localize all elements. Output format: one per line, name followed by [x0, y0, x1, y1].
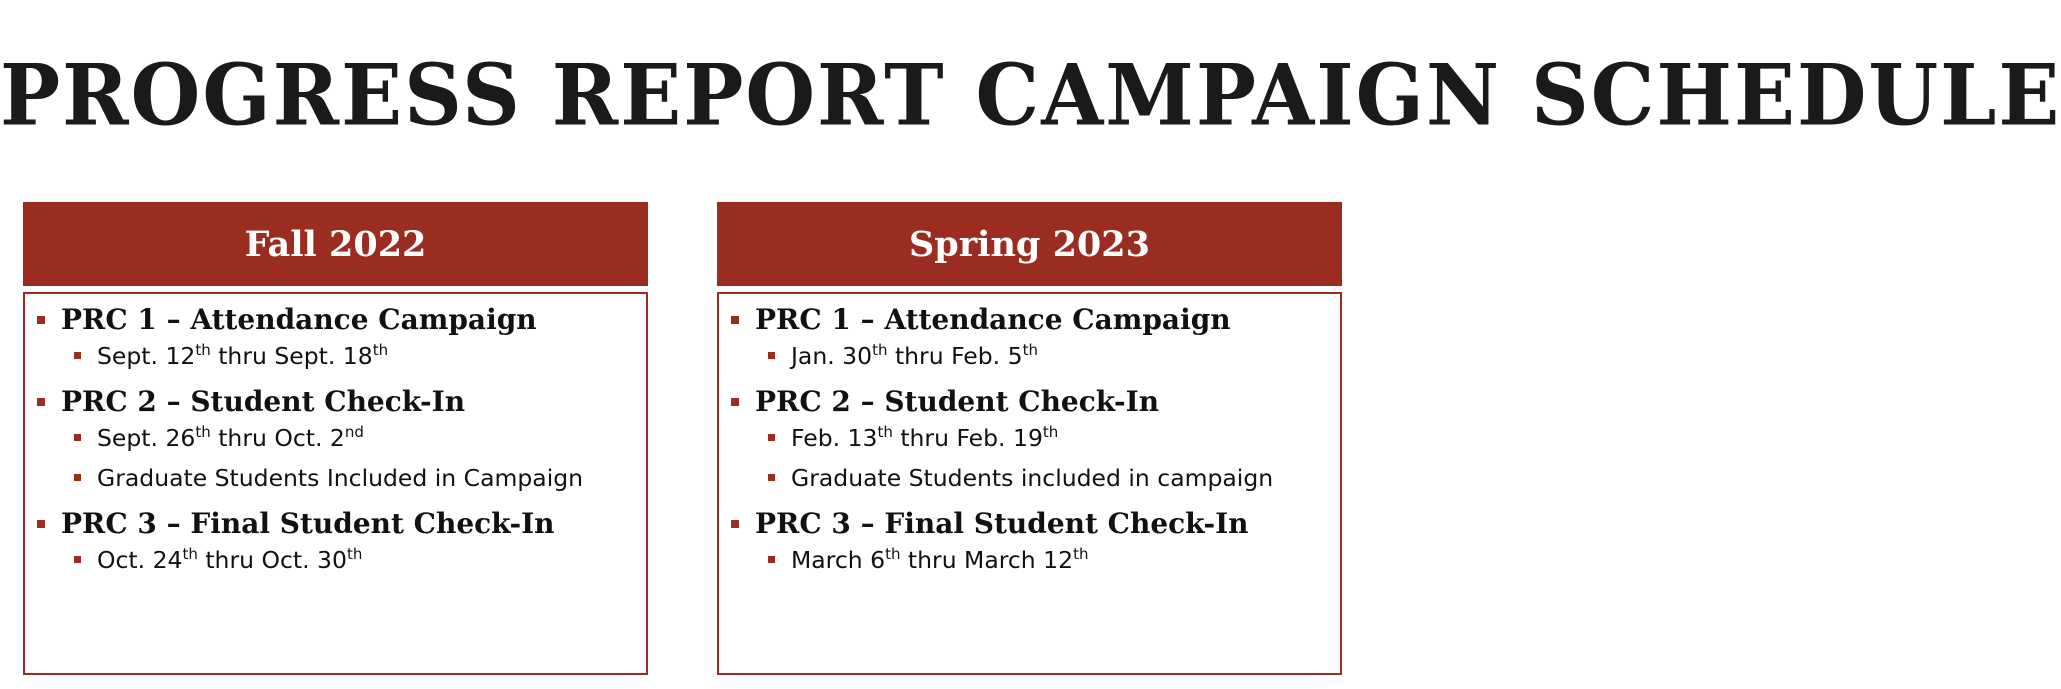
ordinal-suffix: nd — [344, 423, 364, 441]
square-bullet-icon — [74, 434, 81, 441]
ordinal-suffix: th — [372, 341, 389, 359]
square-bullet-icon — [74, 474, 81, 481]
date-text: thru March 12 — [900, 546, 1074, 574]
spring-header: Spring 2023 — [717, 202, 1342, 286]
note-item — [719, 462, 1340, 494]
date-text: thru Oct. 2 — [210, 424, 345, 452]
square-bullet-icon — [768, 474, 775, 481]
prc-group — [25, 300, 646, 372]
date-range-item — [719, 544, 1340, 576]
date-text: thru Feb. 19 — [892, 424, 1043, 452]
date-range-item — [25, 340, 646, 372]
page-title: PROGRESS REPORT CAMPAIGN SCHEDULE — [0, 45, 2061, 145]
ordinal-suffix: th — [346, 545, 363, 563]
date-range-item — [719, 340, 1340, 372]
prc-heading-text: PRC 1 – Attendance Campaign — [61, 303, 537, 336]
prc-heading — [719, 504, 1340, 544]
prc-heading-text: PRC 3 – Final Student Check-In — [61, 507, 555, 540]
note-item — [25, 462, 646, 494]
square-bullet-icon — [731, 398, 739, 406]
prc-group — [25, 382, 646, 494]
fall-header: Fall 2022 — [23, 202, 648, 286]
fall-column — [23, 202, 648, 675]
square-bullet-icon — [37, 520, 45, 528]
ordinal-suffix: th — [877, 423, 893, 441]
ordinal-suffix: th — [195, 423, 211, 441]
date-text: Feb. 13 — [791, 424, 878, 452]
date-text: Jan. 30 — [791, 342, 873, 370]
ordinal-suffix: th — [195, 341, 211, 359]
date-text: March 6 — [791, 546, 886, 574]
square-bullet-icon — [74, 352, 81, 359]
square-bullet-icon — [37, 316, 45, 324]
prc-heading-text: PRC 2 – Student Check-In — [61, 385, 466, 418]
prc-heading — [25, 300, 646, 340]
ordinal-suffix: th — [872, 341, 888, 359]
ordinal-suffix: th — [1022, 341, 1038, 359]
date-range-item — [719, 422, 1340, 454]
prc-heading — [719, 382, 1340, 422]
prc-heading — [719, 300, 1340, 340]
date-text: Sept. 12 — [97, 342, 196, 370]
fall-body — [23, 292, 648, 675]
note-text: Graduate Students included in campaign — [791, 464, 1274, 492]
prc-group — [719, 504, 1340, 576]
date-text: thru Oct. 30 — [197, 546, 347, 574]
ordinal-suffix: th — [182, 545, 198, 563]
ordinal-suffix: th — [885, 545, 901, 563]
date-range-item — [25, 422, 646, 454]
date-text: Oct. 24 — [97, 546, 183, 574]
prc-heading-text: PRC 1 – Attendance Campaign — [755, 303, 1231, 336]
spring-body — [717, 292, 1342, 675]
ordinal-suffix: th — [1073, 545, 1089, 563]
square-bullet-icon — [768, 556, 775, 563]
ordinal-suffix: th — [1042, 423, 1059, 441]
date-text: thru Sept. 18 — [210, 342, 373, 370]
prc-group — [25, 504, 646, 576]
note-text: Graduate Students Included in Campaign — [97, 464, 584, 492]
prc-heading-text: PRC 3 – Final Student Check-In — [755, 507, 1249, 540]
prc-heading — [25, 504, 646, 544]
date-range-item — [25, 544, 646, 576]
square-bullet-icon — [731, 316, 739, 324]
square-bullet-icon — [37, 398, 45, 406]
square-bullet-icon — [731, 520, 739, 528]
square-bullet-icon — [768, 352, 775, 359]
square-bullet-icon — [768, 434, 775, 441]
date-text: Sept. 26 — [97, 424, 196, 452]
prc-heading-text: PRC 2 – Student Check-In — [755, 385, 1160, 418]
prc-group — [719, 382, 1340, 494]
prc-group — [719, 300, 1340, 372]
spring-column — [717, 202, 1342, 675]
prc-heading — [25, 382, 646, 422]
date-text: thru Feb. 5 — [887, 342, 1023, 370]
square-bullet-icon — [74, 556, 81, 563]
